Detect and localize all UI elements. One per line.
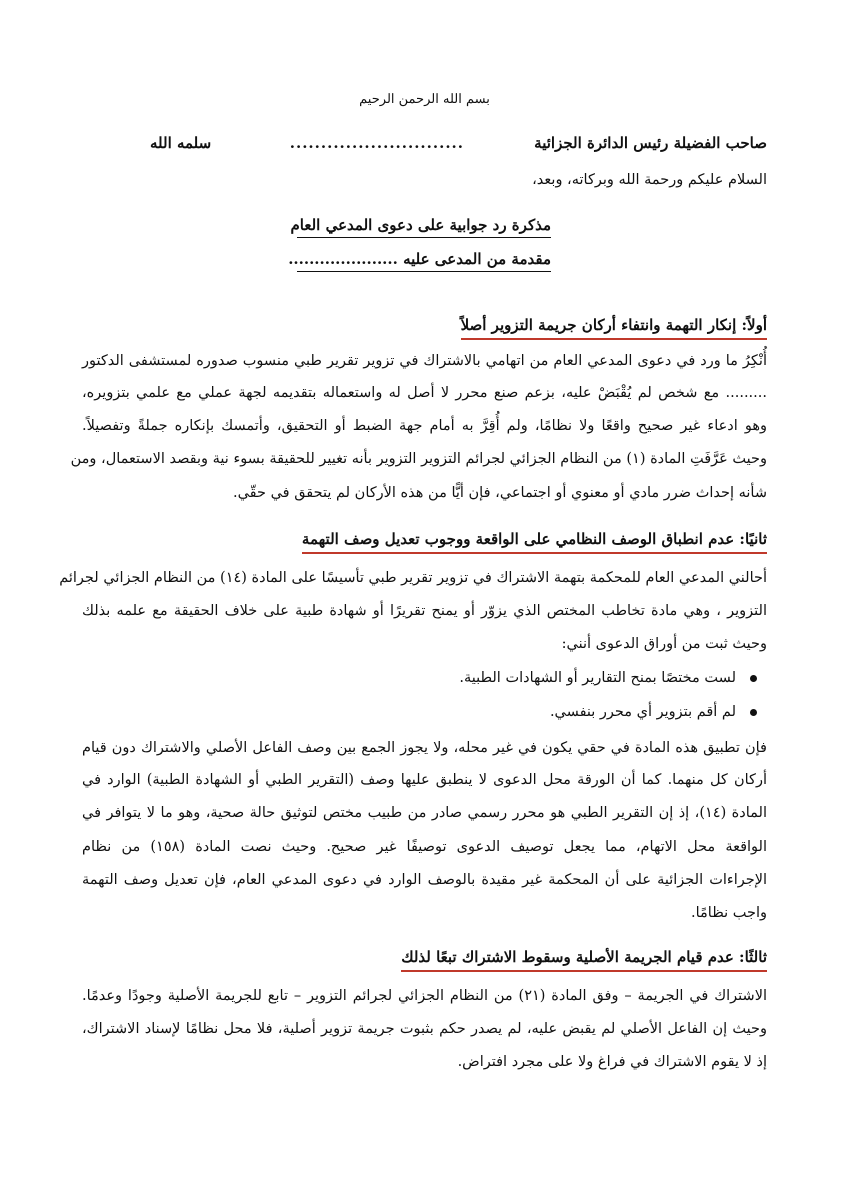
paragraph-line: الاشتراك في الجريمة – وفق المادة (٢١) من النظام الجزائي لجرائم التزوير – تابع للجريمة الأصلية وجودًا وعدمًا.: [82, 988, 768, 1004]
paragraph-line: إذ لا يقوم الاشتراك في فراغ ولا على مجرد افتراض.: [457, 1054, 767, 1070]
paragraph-line: الواقعة محل الاتهام، مما يجعل توصيف الدعوى توصيفًا غير صحيح. وحيث نصت المادة (١٥٨) من نظام: [82, 839, 767, 855]
memo-title: مذكرة رد جوابية على دعوى المدعي العام: [297, 216, 551, 238]
paragraph-line: أركان كل منهما. كما أن الورقة محل الدعوى لا ينطبق عليها وصف (التقرير الطبي أو الشهادة الطبية) الوارد في: [82, 772, 767, 788]
paragraph-line: واجب نظامًا.: [691, 905, 767, 921]
paragraph-line: أُنْكِرُ ما ورد في دعوى المدعي العام من اتهامي بالاشتراك في تزوير تقرير طبي منسوب صدوره لمستشفى الدكتور: [82, 353, 767, 369]
paragraph-line: الإجراءات الجزائية على أن المحكمة غير مقيدة بالوصف الوارد في دعوى المدعي العام، فإن تعديل وصف التهمة: [82, 872, 767, 888]
section-heading-third: ثالثًا: عدم قيام الجريمة الأصلية وسقوط الاشتراك تبعًا لذلك: [401, 948, 767, 972]
bullet-text: لم أقم بتزوير أي محرر بنفسي.: [549, 704, 736, 720]
bullet-text: لست مختصًا بمنح التقارير أو الشهادات الطبية.: [459, 670, 736, 686]
paragraph-line: أحالني المدعي العام للمحكمة بتهمة الاشتراك في تزوير تقرير طبي تأسيسًا على المادة (١٤) من النظام الجزائي لجرائم: [59, 570, 767, 586]
paragraph-line: فإن تطبيق هذه المادة في حقي يكون في غير محله، ولا يجوز الجمع بين وصف الفاعل الأصلي والاشتراك دون قيام: [82, 740, 767, 756]
bullet-item: [550, 704, 757, 720]
section-heading-first: أولاً: إنكار التهمة وانتفاء أركان جريمة التزوير أصلاً: [461, 316, 767, 340]
bullet-dot: [750, 675, 757, 682]
paragraph-line: المادة (١٤)، إذ إن التقرير الطبي هو محرر رسمي صادر من طبيب مختص لتوثيق حالة صحية، وهو ما لا يتوافر في: [82, 805, 767, 821]
greeting: السلام عليكم ورحمة الله وبركاته، وبعد،: [532, 172, 767, 188]
basmala: بسم الله الرحمن الرحيم: [359, 92, 490, 107]
bullet-item: [459, 670, 757, 686]
addressee: صاحب الفضيلة رئيس الدائرة الجزائية: [534, 134, 767, 152]
paragraph-line: وحيث عَرَّفَتِ المادة (١) من النظام الجزائي لجرائم التزوير التزوير بأنه تغيير للحقيقة بسوء نية وبقصد الاستعمال، ومن: [70, 451, 767, 467]
paragraph-line: وحيث إن الفاعل الأصلي لم يقبض عليه، لم يصدر حكم بثبوت جريمة تزوير أصلية، فلا محل نظامًا لإسناد الاشتراك،: [82, 1021, 767, 1037]
paragraph-line: وحيث ثبت من أوراق الدعوى أنني:: [561, 636, 767, 652]
paragraph-line: شأنه إحداث ضرر مادي أو معنوي أو اجتماعي، فإن أيًّا من هذه الأركان لم يتحقق في حقّي.: [232, 485, 767, 501]
memo-submitted-by: مقدمة من المدعى عليه .....................: [297, 250, 551, 272]
honorific: سلمه الله: [150, 134, 212, 152]
addressee-dots: ............................: [289, 134, 464, 152]
section-heading-second: ثانيًا: عدم انطباق الوصف النظامي على الواقعة ووجوب تعديل وصف التهمة: [302, 530, 767, 554]
paragraph-line: وهو ادعاء غير صحيح واقعًا ولا نظامًا، ولم أُقِرَّ به أمام جهة الضبط أو التحقيق، وأتمسك بإنكاره جملةً وتفصيلاً.: [82, 418, 767, 434]
paragraph-line: التزوير ، وهي مادة تخاطب المختص الذي يزوّر أو يمنح تقريرًا أو شهادة طبية على خلاف الحقيقة مع علمه بذلك: [82, 603, 767, 619]
paragraph-line: ......... مع شخص لم يُقْبَضْ عليه، بزعم صنع محرر لا أصل له واستعماله بتقديمه لجهة عملي مع علمي بتزويره،: [82, 385, 767, 401]
bullet-dot: [750, 709, 757, 716]
